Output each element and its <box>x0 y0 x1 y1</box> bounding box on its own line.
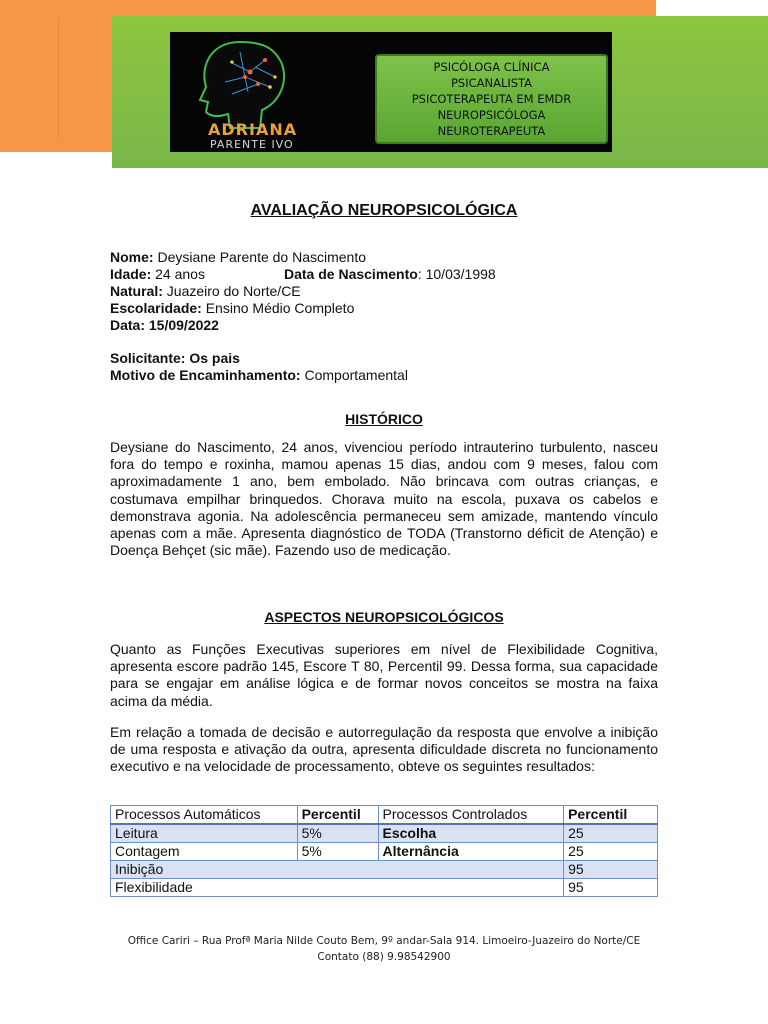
patient-natural-line <box>110 283 301 300</box>
table-row <box>111 843 658 861</box>
neuro-aspects-heading: ASPECTOS NEUROPSICOLÓGICOS <box>264 609 504 625</box>
patient-name-line <box>110 249 366 266</box>
table-row <box>111 861 658 879</box>
title-line: PSICANALISTA <box>450 76 533 90</box>
footer-contact: Contato (88) 9.98542900 <box>317 951 451 963</box>
patient-name: Deysiane Parente do Nascimento <box>153 249 367 265</box>
table-header-cell: Processos Automáticos <box>111 806 298 825</box>
table-header-cell: Processos Controlados <box>378 806 564 825</box>
requester-line <box>110 350 240 367</box>
aspects-paragraph-1: Quanto as Funções Executivas superiores em nível de Flexibilidade Cognitiva, apresenta escore padrão 145, Escore T 80, Percentil 99. Dessa forma, sua capacidade para se engajar em análise lógica e de formar novos conceitos se mostra na faixa acima da média. <box>110 641 658 709</box>
footer-address: Office Cariri – Rua Profª Maria Nilde Couto Bem, 9º andar-Sala 914. Limoeiro-Juazeiro do Norte/CE <box>127 935 641 947</box>
natural-label: Natural: <box>110 283 163 299</box>
birthdate-label: Data de Nascimento <box>284 266 418 282</box>
patient-education-line <box>110 300 354 317</box>
document-title: AVALIAÇÃO NEUROPSICOLÓGICA <box>250 202 518 219</box>
page-footer <box>0 933 768 965</box>
education-label: Escolaridade: <box>110 300 202 316</box>
title-line: PSICOTERAPEUTA EM EMDR <box>411 92 572 106</box>
table-header-row <box>111 806 658 825</box>
table-row <box>111 879 658 897</box>
patient-natural: Juazeiro do Norte/CE <box>162 283 301 299</box>
table-row <box>111 824 658 843</box>
aspects-paragraph-2: Em relação a tomada de decisão e autorregulação da resposta que envolve a inibição de uma resposta e ativação da outra, apresenta dificuldade discreta no funcionamento executivo e na velocidade de processamento, obteve os seguintes resultados: <box>110 724 658 775</box>
referral-reason-line <box>110 367 408 384</box>
header-orange-panel <box>58 18 119 138</box>
table-cell: Alternância <box>378 843 564 861</box>
table-cell: 5% <box>297 843 378 861</box>
table-cell: Escolha <box>378 824 564 843</box>
requester: Solicitante: Os pais <box>110 350 240 366</box>
table-cell: Leitura <box>111 824 298 843</box>
birthdate-line <box>284 266 496 283</box>
logo-banner <box>170 32 612 152</box>
birthdate-value: : 10/03/1998 <box>417 266 496 282</box>
title-line: NEUROPSICÓLOGA <box>437 108 546 122</box>
professional-titles <box>375 54 608 144</box>
brand-name: ADRIANA <box>208 120 298 139</box>
table-cell: 95 <box>564 861 658 879</box>
title-line: PSICÓLOGA CLÍNICA <box>433 60 550 74</box>
referral-reason: Comportamental <box>300 367 408 383</box>
history-paragraph: Deysiane do Nascimento, 24 anos, vivenciou período intrauterino turbulento, nasceu fora do tempo e roxinha, mamou apenas 15 dias, andou com 9 meses, falou com aproximadamente 1 ano, bem embolado. Não brincava com outras crianças, e costumava empilhar brinquedos. Chorava muito na escola, puxava os cabelos e demonstrava agonia. Na adolescência permaneceu sem amizade, mantendo vínculo apenas com a mãe. Apresenta diagnóstico de TODA (Transtorno déficit de Atenção) e Doença Behçet (sic mãe). Fazendo uso de medicação. <box>110 439 658 559</box>
table-header-cell: Percentil <box>564 806 658 825</box>
table-cell: Inibição <box>111 861 564 879</box>
table-header-cell: Percentil <box>297 806 378 825</box>
table-cell: 95 <box>564 879 658 897</box>
brand-subtitle: PARENTE IVO <box>210 138 294 151</box>
history-heading: HISTÓRICO <box>345 411 423 427</box>
patient-age-line <box>110 266 205 283</box>
results-table <box>110 805 658 897</box>
title-line: NEUROTERAPEUTA <box>437 124 546 138</box>
name-label: Nome: <box>110 249 154 265</box>
evaluation-date: Data: 15/09/2022 <box>110 317 219 333</box>
patient-education: Ensino Médio Completo <box>201 300 355 316</box>
evaluation-date-line <box>110 317 219 334</box>
referral-label: Motivo de Encaminhamento: <box>110 367 301 383</box>
table-cell: 25 <box>564 824 658 843</box>
age-label: Idade: <box>110 266 152 282</box>
table-cell: Contagem <box>111 843 298 861</box>
patient-age: 24 anos <box>151 266 205 282</box>
table-cell: 25 <box>564 843 658 861</box>
table-cell: Flexibilidade <box>111 879 564 897</box>
table-cell: 5% <box>297 824 378 843</box>
